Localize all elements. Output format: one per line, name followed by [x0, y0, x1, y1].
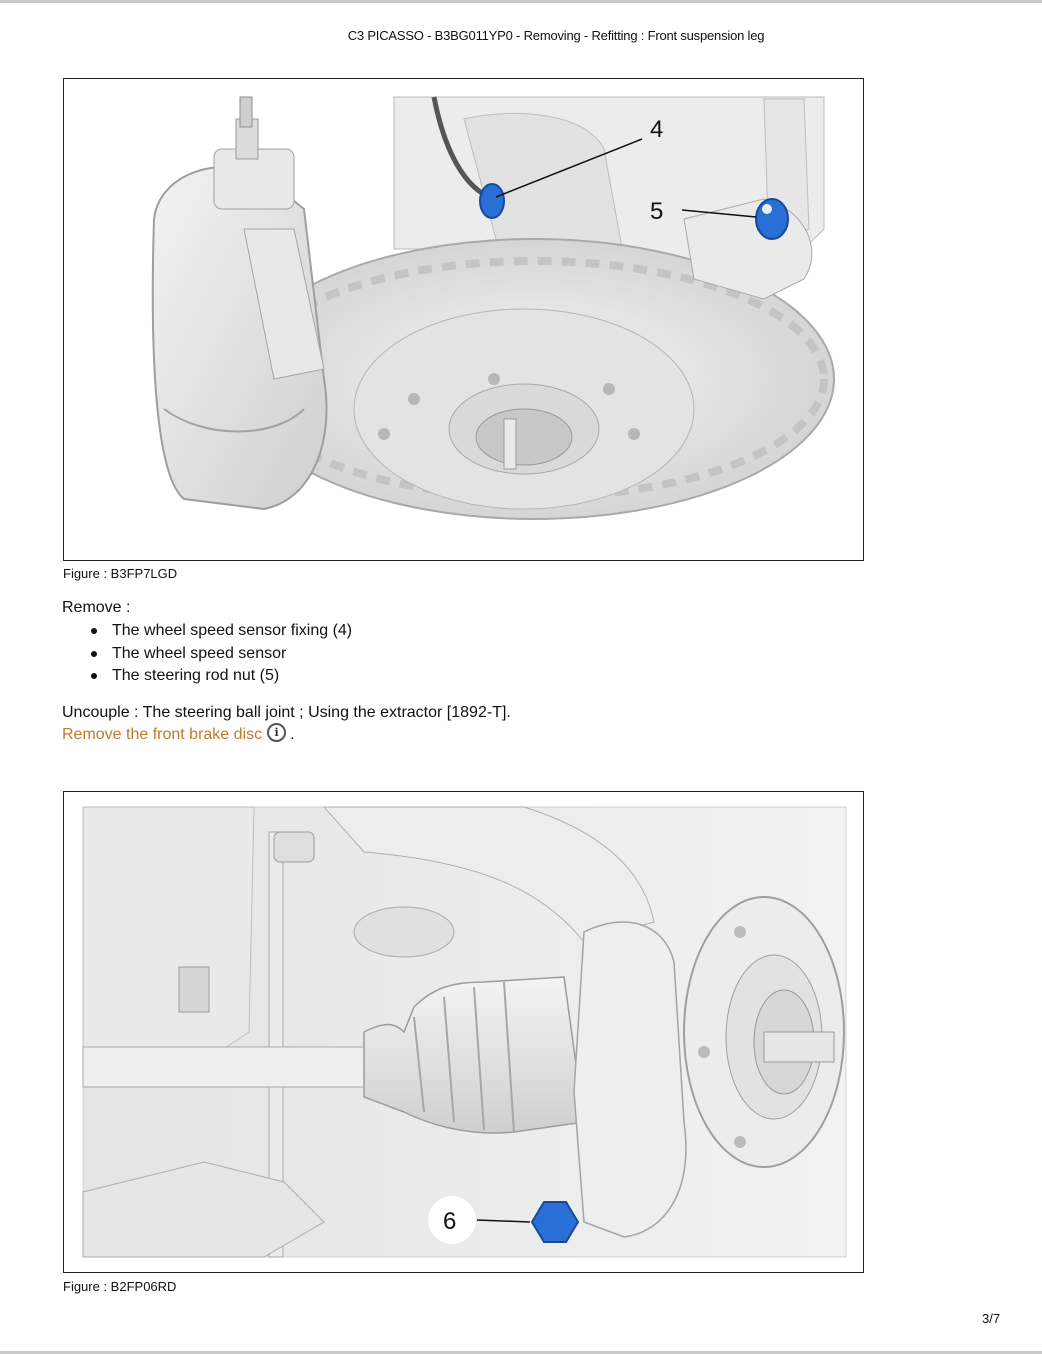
callout-label-4: 4: [650, 116, 664, 143]
list-item: [112, 643, 352, 666]
page-number: 3/7: [982, 1311, 1001, 1326]
bullet-icon: [91, 673, 97, 679]
figure-caption: Figure : B2FP06RD: [63, 1279, 177, 1294]
steering-rod-nut-marker: [756, 199, 788, 239]
remove-list: [62, 620, 352, 688]
list-item: [112, 620, 352, 643]
page-title: C3 PICASSO - B3BG011YP0 - Removing - Refitting : Front suspension leg: [347, 28, 765, 43]
remove-brake-disc-link[interactable]: Remove the front brake disc: [62, 726, 263, 743]
list-item-text: The wheel speed sensor fixing (4): [112, 622, 353, 639]
bullet-icon: [91, 628, 97, 634]
remove-label: Remove :: [62, 599, 131, 616]
uncouple-instruction: Uncouple : The steering ball joint ; Using the extractor [1892-T].: [62, 704, 511, 721]
info-icon[interactable]: i: [267, 723, 286, 742]
callout-label-5: 5: [650, 198, 664, 225]
wheel-speed-sensor-fixing-marker: [480, 184, 504, 218]
figure-brake-assembly-illustration: [64, 79, 863, 560]
brake-disc-link-line: [62, 726, 295, 744]
list-item-text: The wheel speed sensor: [112, 644, 287, 662]
list-item-text: The steering rod nut (5): [112, 667, 280, 684]
link-suffix: .: [290, 726, 295, 743]
figure-driveshaft-hub: [63, 791, 864, 1273]
top-rule: [0, 0, 1042, 3]
figure-brake-assembly: [63, 78, 864, 561]
figure-caption: Figure : B3FP7LGD: [63, 566, 178, 581]
callout-label-6: 6: [443, 1208, 457, 1235]
list-item: [112, 665, 352, 688]
figure-driveshaft-hub-illustration: [64, 792, 863, 1272]
bullet-icon: [91, 651, 97, 657]
